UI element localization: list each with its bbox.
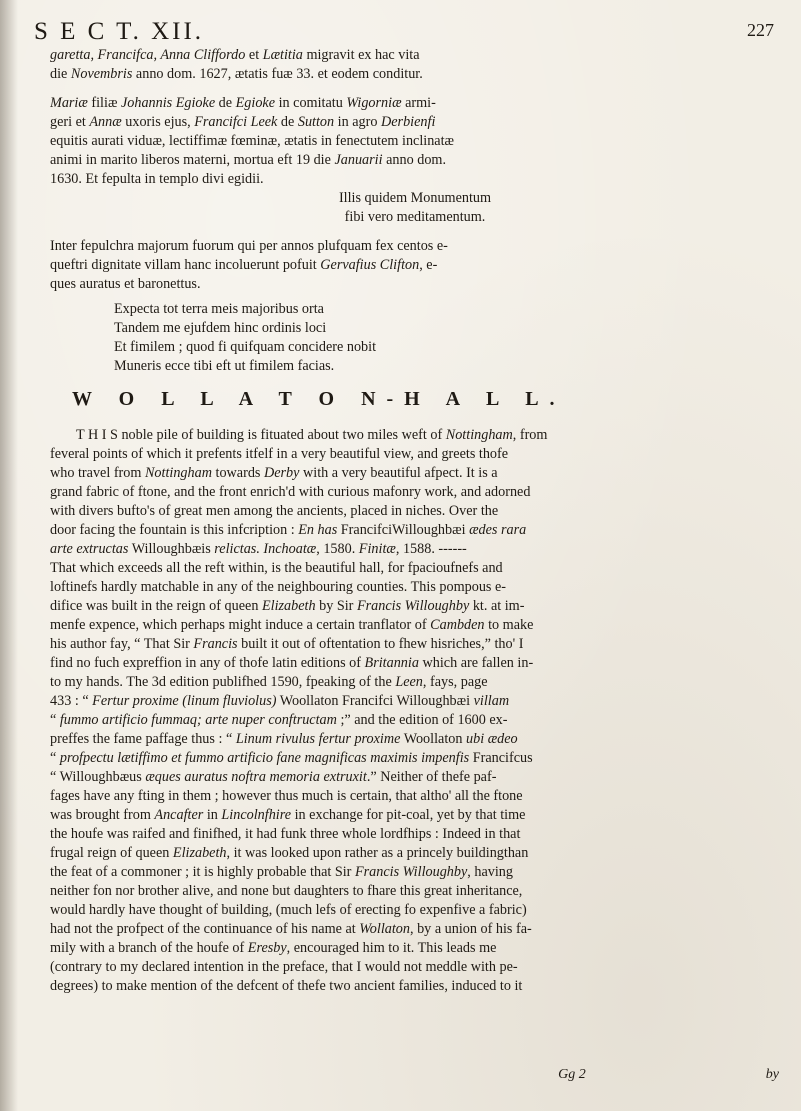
spacer <box>50 414 780 426</box>
text-line <box>50 521 780 540</box>
roman-text: Woollaton Francifci Willoughbæi <box>276 693 474 709</box>
text-line <box>50 445 780 464</box>
roman-text: et <box>245 47 263 63</box>
roman-text: Inter fepulchra majorum fuorum qui per annos plufquam fex centos e- <box>50 238 448 254</box>
italic-text: Mariæ <box>50 95 88 111</box>
roman-text: was brought from <box>50 807 155 823</box>
text-line <box>50 65 780 84</box>
italic-text: Britannia <box>364 655 419 671</box>
italic-text: Francifci Leek <box>194 114 278 130</box>
roman-text: frugal reign of queen <box>50 845 173 861</box>
roman-text: die <box>50 66 71 82</box>
italic-text: arte extructas <box>50 541 129 557</box>
italic-text: Finitæ <box>358 541 396 557</box>
text-line <box>50 768 780 787</box>
text-line <box>50 597 780 616</box>
roman-text: loftinefs hardly matchable in any of the neighbouring counties. This pompous e- <box>50 579 507 595</box>
text-line <box>50 578 780 597</box>
italic-text: Ancafter <box>154 807 204 823</box>
page-number: 227 <box>747 20 774 40</box>
roman-text: his author fay, “ That Sir <box>50 636 194 652</box>
italic-text: Johannis Egioke <box>120 95 216 111</box>
roman-text: equitis aurati viduæ, lectiffimæ fœminæ, ætatis in fenectutem inclinatæ <box>50 133 455 149</box>
text-line <box>50 426 780 445</box>
italic-text: æques auratus noftra memoria extruxit <box>145 769 367 785</box>
spacer <box>50 84 780 94</box>
signature-mark: Gg 2 <box>558 1067 586 1082</box>
roman-text: Muneris ecce tibi eft ut fimilem facias. <box>114 358 335 374</box>
roman-text: difice was built in the reign of queen <box>50 598 262 614</box>
roman-text: , by a union of his fa- <box>409 921 532 937</box>
italic-text: Gervafius Clifton <box>320 257 420 273</box>
roman-text: uxoris ejus, <box>121 114 195 130</box>
roman-text: Willoughbæis <box>128 541 215 557</box>
text-line <box>50 559 780 578</box>
roman-text: built it out of oftentation to fhew hisriches,” tho' I <box>237 636 524 652</box>
roman-text: had not the profpect of the continuance of his name at <box>50 921 360 937</box>
roman-text: by Sir <box>315 598 357 614</box>
roman-text: filiæ <box>87 95 121 111</box>
catchword: by <box>765 1067 779 1082</box>
roman-text: door facing the fountain is this infcription : <box>50 522 299 538</box>
text-line <box>50 300 780 319</box>
roman-text: with a very beautiful afpect. It is a <box>299 465 498 481</box>
italic-text: Wigorniæ <box>346 95 402 111</box>
text-line <box>50 730 780 749</box>
italic-text: Eresby <box>247 940 287 956</box>
italic-text: Derby <box>263 465 300 481</box>
roman-text: neither fon nor brother alive, and none but daughters to fhare this great inheritance, <box>50 883 523 899</box>
roman-text: , fays, page <box>422 674 488 690</box>
italic-text: Linum rivulus fertur proxime <box>235 731 401 747</box>
roman-text: grand fabric of ftone, and the front enrich'd with curious mafonry work, and adorned <box>50 484 531 500</box>
text-line <box>50 357 780 376</box>
roman-text: (contrary to my declared intention in the preface, that I would not meddle with pe- <box>50 959 518 975</box>
italic-text: Elizabeth <box>172 845 227 861</box>
roman-text: with divers bufto's of great men among the ancients, placed in niches. Over the <box>50 503 499 519</box>
roman-text: armi- <box>401 95 436 111</box>
roman-text: in exchange for pit-coal, yet by that time <box>291 807 526 823</box>
body-text <box>50 46 780 996</box>
italic-text: Januarii <box>334 152 383 168</box>
roman-text: , having <box>467 864 513 880</box>
roman-text: would hardly have thought of building, (much lefs of erecting fo expenfive a fabric) <box>50 902 527 918</box>
text-line <box>50 939 780 958</box>
italic-text: Wollaton <box>359 921 410 937</box>
text-line <box>50 901 780 920</box>
roman-text: menfe expence, which perhaps might induce a certain tranflator of <box>50 617 431 633</box>
roman-text: de <box>277 114 298 130</box>
italic-text: relictas. Inchoatæ <box>214 541 317 557</box>
roman-text: in agro <box>334 114 382 130</box>
italic-text: En has <box>298 522 338 538</box>
text-line <box>50 635 780 654</box>
roman-text: kt. at im- <box>469 598 525 614</box>
roman-text: Expecta tot terra meis majoribus orta <box>114 301 324 317</box>
text-line <box>50 787 780 806</box>
roman-text: , e- <box>419 257 438 273</box>
text-line <box>50 540 780 559</box>
text-line <box>50 958 780 977</box>
italic-text: Lincolnfhire <box>221 807 292 823</box>
text-line <box>50 654 780 673</box>
text-line <box>50 94 780 113</box>
text-line <box>50 338 780 357</box>
italic-text: Francis Willoughby <box>354 864 468 880</box>
text-line <box>50 806 780 825</box>
roman-text: fages have any fting in them ; however thus much is certain, that altho' all the ftone <box>50 788 523 804</box>
roman-text: ;” and the edition of 1600 ex- <box>336 712 508 728</box>
roman-text: migravit ex hac vita <box>302 47 420 63</box>
text-line <box>50 464 780 483</box>
spine-shadow <box>0 0 18 1111</box>
text-line <box>50 882 780 901</box>
text-line <box>50 711 780 730</box>
text-line <box>50 502 780 521</box>
italic-text: Francis <box>193 636 238 652</box>
text-line <box>50 844 780 863</box>
roman-text: Illis quidem Monumentum <box>338 190 492 206</box>
roman-text: That which exceeds all the reft within, is the beautiful hall, for fpacioufnefs and <box>50 560 503 576</box>
italic-text: Elizabeth <box>261 598 316 614</box>
roman-text: the houfe was raifed and finifhed, it had funk three whole lordfhips : Indeed in that <box>50 826 521 842</box>
roman-text: T H I S noble pile of building is fituated about two miles weft of <box>76 427 446 443</box>
italic-text: Francis Willoughby <box>356 598 470 614</box>
text-line <box>50 132 780 151</box>
roman-text: Et fimilem ; quod fi quifquam concidere nobit <box>114 339 377 355</box>
text-line <box>50 920 780 939</box>
roman-text: Francifcus <box>469 750 533 766</box>
italic-text: Nottingham <box>445 427 513 443</box>
roman-text: “ Willoughbæus <box>50 769 146 785</box>
roman-text: which are fallen in- <box>418 655 534 671</box>
roman-text: anno dom. 1627, ætatis fuæ 33. et eodem conditur. <box>132 66 423 82</box>
roman-text: , encouraged him to it. This leads me <box>286 940 497 956</box>
roman-text: to make <box>484 617 534 633</box>
roman-text: Woollaton <box>400 731 467 747</box>
roman-text: mily with a branch of the houfe of <box>50 940 248 956</box>
italic-text: fummo artificio fummaq; arte nuper conftructam <box>59 712 337 728</box>
text-line <box>50 237 780 256</box>
italic-text: Nottingham <box>144 465 212 481</box>
roman-text: the feat of a commoner ; it is highly probable that Sir <box>50 864 355 880</box>
roman-text: 433 : “ <box>50 693 93 709</box>
text-line <box>50 208 780 227</box>
roman-text: .” Neither of thefe paf- <box>366 769 497 785</box>
italic-text: ædes rara <box>469 522 527 538</box>
italic-text: profpectu lætiffimo et fummo artificio fane magnificas maximis impenfis <box>59 750 470 766</box>
roman-text: , it was looked upon rather as a princely buildingthan <box>226 845 529 861</box>
text-line <box>50 825 780 844</box>
text-line <box>50 749 780 768</box>
roman-text: to my hands. The 3d edition publifhed 1590, fpeaking of the <box>50 674 396 690</box>
italic-text: Leen <box>395 674 423 690</box>
roman-text: FrancifciWilloughbæi <box>337 522 470 538</box>
italic-text: Cambden <box>430 617 485 633</box>
text-line <box>50 256 780 275</box>
text-line <box>50 170 780 189</box>
roman-text: degrees) to make mention of the defcent of thefe two ancient families, induced to it <box>50 978 523 994</box>
roman-text: geri et <box>50 114 90 130</box>
roman-text: de <box>215 95 236 111</box>
text-line <box>50 113 780 132</box>
roman-text: feveral points of which it prefents itfelf in a very beautiful view, and greets thofe <box>50 446 509 462</box>
section-heading: S E C T. XII. <box>34 18 205 45</box>
roman-text: , 1580. <box>316 541 359 557</box>
roman-text: in <box>203 807 222 823</box>
roman-text: ques auratus et baronettus. <box>50 276 201 292</box>
roman-text: preffes the fame paffage thus : “ <box>50 731 236 747</box>
italic-text: Annæ <box>89 114 122 130</box>
spacer <box>50 227 780 237</box>
section-title <box>50 384 780 414</box>
italic-text: ubi ædeo <box>466 731 518 747</box>
roman-text: , 1588. ------ <box>395 541 467 557</box>
italic-text: Novembris <box>70 66 133 82</box>
roman-text: find no fuch expreffion in any of thofe latin editions of <box>50 655 365 671</box>
italic-text: villam <box>473 693 510 709</box>
text-line <box>50 977 780 996</box>
text-line <box>50 275 780 294</box>
text-line <box>50 483 780 502</box>
roman-text: 1630. Et fepulta in templo divi egidii. <box>50 171 264 187</box>
text-line <box>50 319 780 338</box>
roman-text: Tandem me ejufdem hinc ordinis loci <box>114 320 327 336</box>
roman-text: W O L L A T O N-H A L L. <box>72 388 566 410</box>
signature-line <box>558 1067 779 1083</box>
roman-text: “ <box>50 750 60 766</box>
roman-text: in comitatu <box>275 95 347 111</box>
italic-text: Fertur proxime (linum fluviolus) <box>92 693 277 709</box>
roman-text: who travel from <box>50 465 145 481</box>
text-line <box>50 46 780 65</box>
text-line <box>50 863 780 882</box>
spacer <box>50 376 780 384</box>
roman-text: , from <box>512 427 548 443</box>
text-line <box>50 151 780 170</box>
text-line <box>50 692 780 711</box>
text-line <box>50 616 780 635</box>
roman-text: towards <box>211 465 264 481</box>
roman-text: “ <box>50 712 60 728</box>
text-line <box>50 189 780 208</box>
italic-text: Egioke <box>235 95 276 111</box>
roman-text: animi in marito liberos materni, mortua eft 19 die <box>50 152 335 168</box>
roman-text: anno dom. <box>382 152 446 168</box>
italic-text: Lætitia <box>262 47 303 63</box>
roman-text: queftri dignitate villam hanc incoluerunt pofuit <box>50 257 321 273</box>
roman-text: fibi vero meditamentum. <box>344 209 486 225</box>
italic-text: Derbienfi <box>381 114 436 130</box>
italic-text: Sutton <box>297 114 335 130</box>
italic-text: garetta, Francifca, Anna Cliffordo <box>50 47 246 63</box>
text-line <box>50 673 780 692</box>
